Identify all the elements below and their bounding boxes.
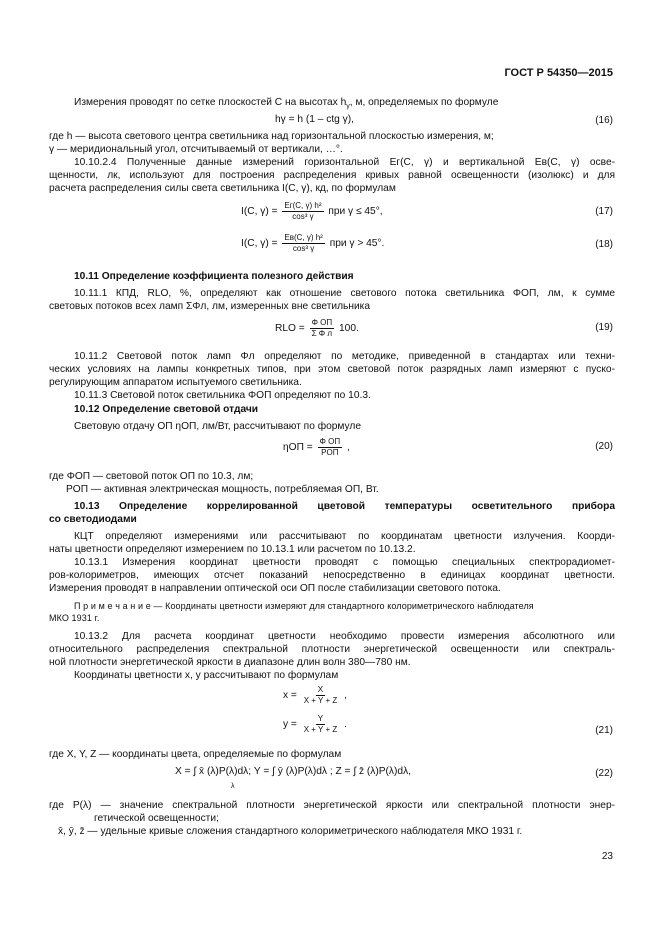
formula-19: RLO = $\frac{\text{Φ ОП}}{\text{Σ Φ л}}$ 100. — [275, 318, 359, 338]
section-heading: 10.12 Определение световой отдачи — [74, 404, 259, 415]
note-line: П р и м е ч а н и е — Координаты цветности измеряют для стандартного колориметрического наблюдателя — [74, 601, 534, 611]
paragraph-line: где P(λ) — значение спектральной плотности энергетической яркости или спектральной плотности энер- — [49, 800, 615, 811]
paragraph-line: PОП — активная электрическая мощность, потребляемая ОП, Вт. — [66, 484, 379, 495]
paragraph-line: 10.13.2 Для расчета координат цветности необходимо провести измерения абсолютного или — [74, 631, 615, 642]
formula-y: y = $\frac{Y}{X + Y + Z}$ . — [283, 714, 347, 734]
paragraph-line: Световую отдачу ОП ηОП, лм/Вт, рассчитывают по формуле — [74, 421, 362, 432]
equation-number: (16) — [595, 115, 613, 126]
paragraph-line: x̄, ȳ, z̄ — удельные кривые сложения стандартного колориметрического наблюдателя МКО 1931 г. — [58, 826, 523, 837]
paragraph-line: гетической освещенности; — [94, 813, 219, 824]
paragraph-line: наты цветности определяют измерением по 10.13.1 или расчетом по 10.13.2. — [49, 544, 416, 555]
formula-x: x = $\frac{X}{X + Y + Z}$ , — [283, 685, 347, 705]
paragraph-line: ров-колориметров, имеющих отсчет показаний непосредственно в единицах координат цветности. — [49, 570, 615, 581]
paragraph-line: 10.11.2 Световой поток ламп Φл определяют по методике, приведенной в стандартах или техни- — [74, 351, 615, 362]
section-heading: со светодиодами — [49, 514, 137, 525]
section-heading: 10.11 Определение коэффициента полезного действия — [74, 271, 354, 282]
paragraph-line: 10.10.2.4 Полученные данные измерений горизонтальной Eг(C, γ) и вертикальной Eв(C, γ) осве- — [74, 157, 615, 168]
paragraph-line: γ — меридиональный угол, отсчитываемый от вертикали, …°. — [49, 144, 343, 155]
page-number: 23 — [601, 851, 613, 862]
paragraph-line: расчета распределения силы света светильника I(C, γ), кд, по формулам — [49, 183, 396, 194]
paragraph-line: относительного распределения спектральной плотности энергетической освещенности или спектраль- — [49, 644, 615, 655]
integral-limit: λ — [231, 783, 235, 790]
equation-number: (20) — [595, 441, 613, 452]
paragraph-line: Измерения проводят в направлении оптической оси ОП после стабилизации светового потока. — [49, 583, 501, 594]
paragraph-line: щенности, лк, используют для построения распределения кривых равной освещенности (изолюкс) и для — [49, 170, 615, 181]
paragraph-line: 10.11.1 КПД, RLO, %, определяют как отношение светового потока светильника ΦОП, лм, к сумме — [74, 288, 615, 299]
paragraph-line: КЦТ определяют измерениями или рассчитывают по координатам цветности излучения. Коорди- — [74, 531, 615, 542]
paragraph-line: где ΦОП — световой поток ОП по 10.3, лм; — [49, 471, 254, 482]
paragraph-line: ной плотности энергетической яркости в диапазоне длин волн 380—780 нм. — [49, 657, 411, 668]
equation-number: (22) — [595, 768, 613, 779]
paragraph-line: Измерения проводят по сетке плоскостей C на высотах $h_\gamma$, м, определяемых по формуле — [74, 97, 499, 111]
paragraph-line: световых потоков всех ламп ΣΦл, лм, измеренных вне светильника — [49, 301, 370, 312]
paragraph-line: 10.13.1 Измерения координат цветности проводят с помощью специальных спектрорадиомет- — [74, 557, 615, 568]
paragraph-line: ческих условиях на лампы конкретных типов, при этом световой поток разрядных ламп измеряют с пуско- — [49, 364, 615, 375]
equation-number: (21) — [595, 725, 613, 736]
formula-22: X = ∫ x̄ (λ)P(λ)dλ; Y = ∫ ȳ (λ)P(λ)dλ ; Z = ∫ z̄ (λ)P(λ)dλ, — [175, 766, 412, 777]
paragraph-line: регулирующим аппаратом испытуемого светильника. — [49, 377, 302, 388]
document-header: ГОСТ Р 54350—2015 — [504, 67, 613, 79]
paragraph-line: где X, Y, Z — координаты цвета, определяемые по формулам — [49, 749, 342, 760]
formula-16: hγ = h (1 – ctg γ), — [275, 114, 354, 125]
equation-number: (17) — [595, 206, 613, 217]
section-heading: 10.13 Определение коррелированной цветовой температуры осветительного прибора — [74, 501, 615, 512]
equation-number: (18) — [595, 239, 613, 250]
equation-number: (19) — [595, 322, 613, 333]
formula-17: I(C, γ) = $\frac{\text{Eг(C, γ) h²}}{\text{cos³ γ}}$ при γ ≤ 45°, — [241, 201, 383, 221]
paragraph-line: 10.11.3 Световой поток светильника ΦОП определяют по 10.3. — [74, 390, 371, 401]
formula-20: ηОП = $\frac{\text{Φ ОП}}{\text{PОП}}$ , — [283, 437, 350, 457]
note-line: МКО 1931 г. — [49, 613, 100, 623]
paragraph-line: Координаты цветности x, y рассчитывают по формулам — [74, 670, 339, 681]
formula-18: I(C, γ) = $\frac{\text{Eв(C, γ) h²}}{\text{cos³ γ}}$ при γ > 45°. — [241, 233, 385, 253]
paragraph-line: где h — высота светового центра светильника над горизонтальной плоскостью измерения, м; — [49, 131, 494, 142]
